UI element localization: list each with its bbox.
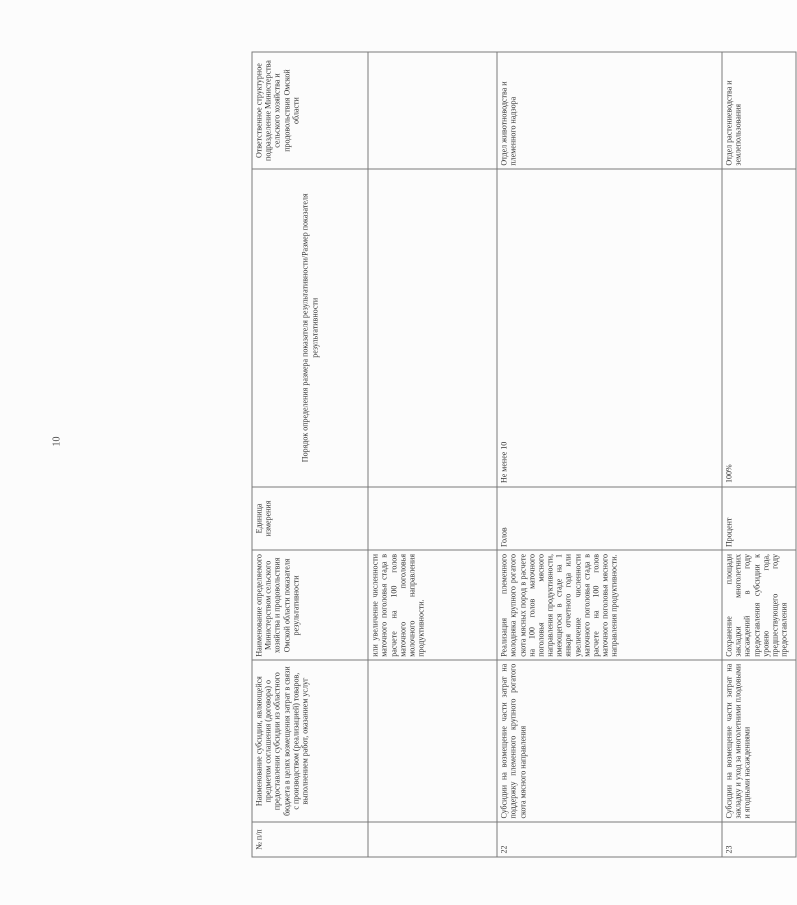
cell-result-name: Реализация племенного молодняка крупного рогатого скота мясных пород в расчете на 100 голов маточного поголовья мясного направления продуктивности, имеющегося в стаде на 1 января отчетного года или увеличение численности маточного поголовья стада в расчете на 100 голов маточного поголовья мясного направления продуктивности. xyxy=(497,550,722,660)
cell-subsidy-name: Субсидии на возмещение части затрат на поддержку племенного крупного рогатого скота мясного направления xyxy=(497,660,722,822)
cell-num: 23 xyxy=(722,822,796,857)
header-dept: Ответственное структурное подразделение Министерства сельского хозяйства и продовольствия Омской области xyxy=(252,52,368,169)
header-unit: Единица измерения xyxy=(252,487,368,551)
cell-order: 100% xyxy=(722,169,796,486)
cell-unit xyxy=(368,487,497,551)
header-num: № п/п xyxy=(252,822,368,857)
cell-subsidy-name xyxy=(368,660,497,822)
header-order: Порядок определения размера показателя результативности/Размер показателя результативности xyxy=(252,169,368,486)
cell-num xyxy=(368,822,497,857)
cell-result-name: или увеличение численности маточного поголовья стада в расчете на 100 голов маточного поголовья молочного направления продуктивности. xyxy=(368,550,497,660)
cell-result-name: Сохранение площади закладки многолетних насаждений в году предоставления субсидии к уровню года, предшествующего году предоставления xyxy=(722,550,796,660)
cell-dept: Отдел растениеводства и землепользования xyxy=(722,52,796,169)
cell-order xyxy=(368,169,497,486)
subsidy-table xyxy=(252,52,797,858)
table-row xyxy=(497,52,722,857)
cell-dept: Отдел животноводства и племенного надзора xyxy=(497,52,722,169)
cell-unit: Процент xyxy=(722,487,796,551)
cell-dept xyxy=(368,52,497,169)
table-header-row xyxy=(252,52,368,857)
cell-num: 22 xyxy=(497,822,722,857)
page-number: 10 xyxy=(51,436,63,447)
table-row xyxy=(722,52,796,857)
cell-order: Не менее 10 xyxy=(497,169,722,486)
header-subsidy-name: Наименование субсидии, являющейся предметом соглашения (договора) о предоставлении субсидии из областного бюджета в целях возмещения затрат в связи с производством (реализацией) товаров, выполнением работ, оказанием услуг xyxy=(252,660,368,822)
table-container xyxy=(252,52,797,858)
table-row xyxy=(368,52,497,857)
cell-unit: Голов xyxy=(497,487,722,551)
header-result-name: Наименование определяемого Министерством сельского хозяйства и продовольствия Омской области показателя результативности xyxy=(252,550,368,660)
cell-subsidy-name: Субсидии на возмещение части затрат на закладку и уход за многолетними плодовыми и ягодными насаждениями xyxy=(722,660,796,822)
